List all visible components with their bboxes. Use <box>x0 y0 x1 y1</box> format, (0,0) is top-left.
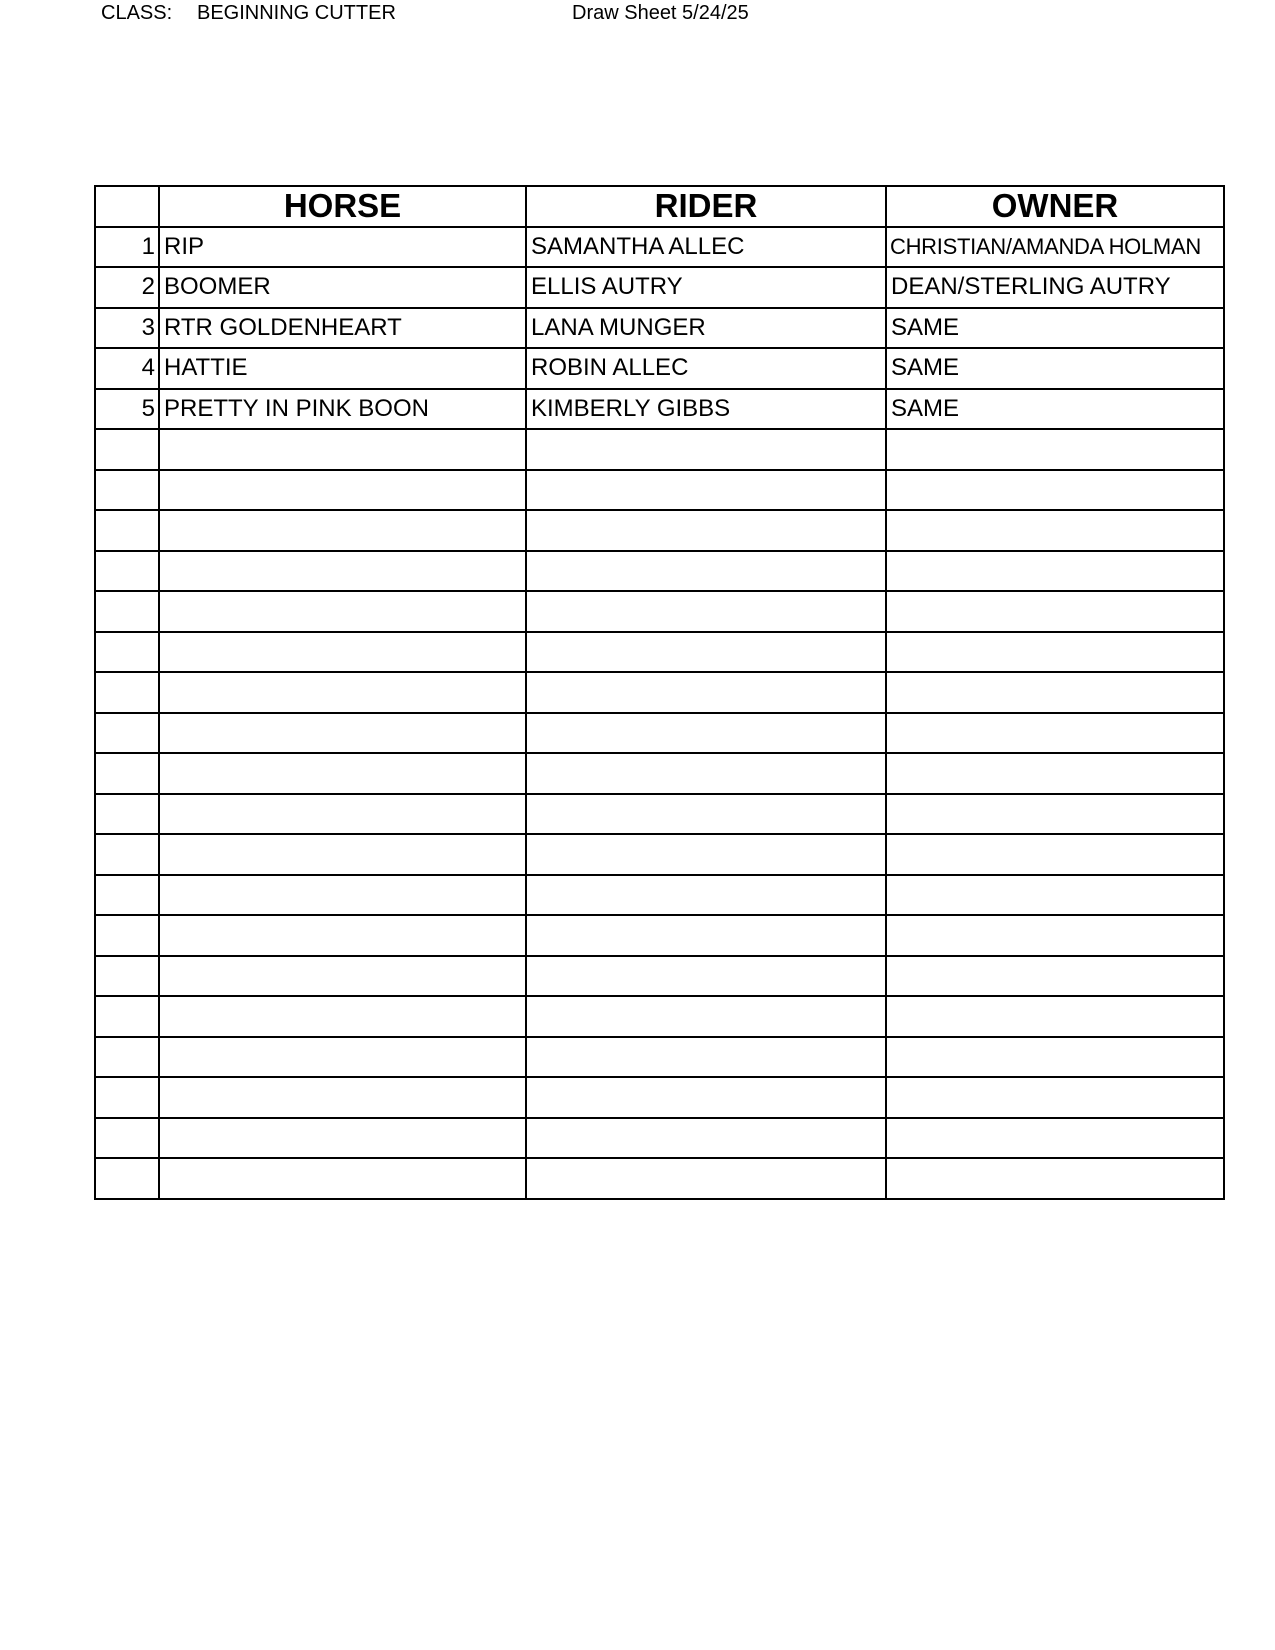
owner-cell <box>886 470 1224 511</box>
owner-cell <box>886 1158 1224 1199</box>
class-label: CLASS: <box>101 2 173 24</box>
owner-cell <box>886 713 1224 754</box>
owner-cell <box>886 834 1224 875</box>
table-row <box>95 834 1224 875</box>
owner-cell <box>886 915 1224 956</box>
table-header-row <box>95 186 1224 227</box>
entry-number <box>95 915 159 956</box>
rider-cell <box>526 510 886 551</box>
rider-cell <box>526 834 886 875</box>
column-header-rider: RIDER <box>526 186 886 227</box>
table-row <box>95 1037 1224 1078</box>
rider-cell <box>526 1158 886 1199</box>
table-row <box>95 429 1224 470</box>
draw-table <box>94 185 1225 1200</box>
entry-number: 2 <box>95 267 159 308</box>
owner-cell <box>886 753 1224 794</box>
rider-cell <box>526 1077 886 1118</box>
horse-cell <box>159 996 526 1037</box>
rider-cell <box>526 470 886 511</box>
owner-cell: SAME <box>886 389 1224 430</box>
horse-cell: HATTIE <box>159 348 526 389</box>
horse-cell <box>159 753 526 794</box>
horse-cell <box>159 794 526 835</box>
draw-sheet-title: Draw Sheet 5/24/25 <box>572 2 749 24</box>
entry-number: 4 <box>95 348 159 389</box>
horse-cell <box>159 672 526 713</box>
rider-cell <box>526 996 886 1037</box>
entry-number <box>95 875 159 916</box>
entry-number <box>95 713 159 754</box>
owner-cell <box>886 672 1224 713</box>
table-row <box>95 672 1224 713</box>
owner-cell <box>886 875 1224 916</box>
table-row <box>95 389 1224 430</box>
table-body <box>95 227 1224 1199</box>
entry-number <box>95 1158 159 1199</box>
table-row <box>95 1077 1224 1118</box>
owner-cell <box>886 956 1224 997</box>
horse-cell <box>159 1158 526 1199</box>
table-row <box>95 1118 1224 1159</box>
table-row <box>95 956 1224 997</box>
owner-cell: SAME <box>886 308 1224 349</box>
table-row <box>95 267 1224 308</box>
entry-number <box>95 591 159 632</box>
owner-cell <box>886 632 1224 673</box>
entry-number <box>95 429 159 470</box>
rider-cell: ELLIS AUTRY <box>526 267 886 308</box>
rider-cell <box>526 551 886 592</box>
entry-number: 5 <box>95 389 159 430</box>
owner-cell <box>886 794 1224 835</box>
horse-cell <box>159 1077 526 1118</box>
owner-cell <box>886 591 1224 632</box>
rider-cell <box>526 915 886 956</box>
horse-cell <box>159 915 526 956</box>
horse-cell: RTR GOLDENHEART <box>159 308 526 349</box>
rider-cell: ROBIN ALLEC <box>526 348 886 389</box>
horse-cell <box>159 1118 526 1159</box>
entry-number: 1 <box>95 227 159 268</box>
table-row <box>95 996 1224 1037</box>
rider-cell <box>526 591 886 632</box>
table-row <box>95 794 1224 835</box>
horse-cell <box>159 551 526 592</box>
entry-number <box>95 551 159 592</box>
horse-cell <box>159 632 526 673</box>
table-row <box>95 510 1224 551</box>
rider-cell <box>526 429 886 470</box>
table-row <box>95 1158 1224 1199</box>
owner-cell <box>886 1077 1224 1118</box>
entry-number <box>95 510 159 551</box>
owner-cell <box>886 1118 1224 1159</box>
entry-number <box>95 1037 159 1078</box>
horse-cell: RIP <box>159 227 526 268</box>
rider-cell <box>526 875 886 916</box>
entry-number <box>95 470 159 511</box>
horse-cell <box>159 875 526 916</box>
rider-cell <box>526 1118 886 1159</box>
owner-cell: CHRISTIAN/AMANDA HOLMAN <box>886 227 1224 268</box>
table-row <box>95 308 1224 349</box>
table-row <box>95 713 1224 754</box>
rider-cell <box>526 1037 886 1078</box>
rider-cell: LANA MUNGER <box>526 308 886 349</box>
table-row <box>95 875 1224 916</box>
rider-cell <box>526 753 886 794</box>
horse-cell: BOOMER <box>159 267 526 308</box>
owner-cell: SAME <box>886 348 1224 389</box>
entry-number <box>95 753 159 794</box>
owner-cell <box>886 551 1224 592</box>
horse-cell <box>159 713 526 754</box>
table-row <box>95 348 1224 389</box>
horse-cell: PRETTY IN PINK BOON <box>159 389 526 430</box>
horse-cell <box>159 429 526 470</box>
entry-number <box>95 672 159 713</box>
entry-number <box>95 834 159 875</box>
column-header-horse: HORSE <box>159 186 526 227</box>
entry-number: 3 <box>95 308 159 349</box>
rider-cell: KIMBERLY GIBBS <box>526 389 886 430</box>
column-header-number <box>95 186 159 227</box>
table-row <box>95 551 1224 592</box>
owner-cell <box>886 996 1224 1037</box>
table-row <box>95 227 1224 268</box>
rider-cell <box>526 956 886 997</box>
table-row <box>95 470 1224 511</box>
owner-cell: DEAN/STERLING AUTRY <box>886 267 1224 308</box>
horse-cell <box>159 591 526 632</box>
owner-cell <box>886 1037 1224 1078</box>
horse-cell <box>159 510 526 551</box>
horse-cell <box>159 470 526 511</box>
table-row <box>95 915 1224 956</box>
entry-number <box>95 632 159 673</box>
column-header-owner: OWNER <box>886 186 1224 227</box>
entry-number <box>95 1118 159 1159</box>
owner-cell <box>886 429 1224 470</box>
horse-cell <box>159 1037 526 1078</box>
table-row <box>95 753 1224 794</box>
rider-cell <box>526 794 886 835</box>
rider-cell: SAMANTHA ALLEC <box>526 227 886 268</box>
rider-cell <box>526 713 886 754</box>
entry-number <box>95 794 159 835</box>
table-row <box>95 632 1224 673</box>
horse-cell <box>159 834 526 875</box>
entry-number <box>95 1077 159 1118</box>
rider-cell <box>526 632 886 673</box>
class-value: BEGINNING CUTTER <box>197 2 396 24</box>
entry-number <box>95 996 159 1037</box>
table-row <box>95 591 1224 632</box>
owner-cell <box>886 510 1224 551</box>
rider-cell <box>526 672 886 713</box>
page-header <box>0 2 1275 26</box>
horse-cell <box>159 956 526 997</box>
entry-number <box>95 956 159 997</box>
